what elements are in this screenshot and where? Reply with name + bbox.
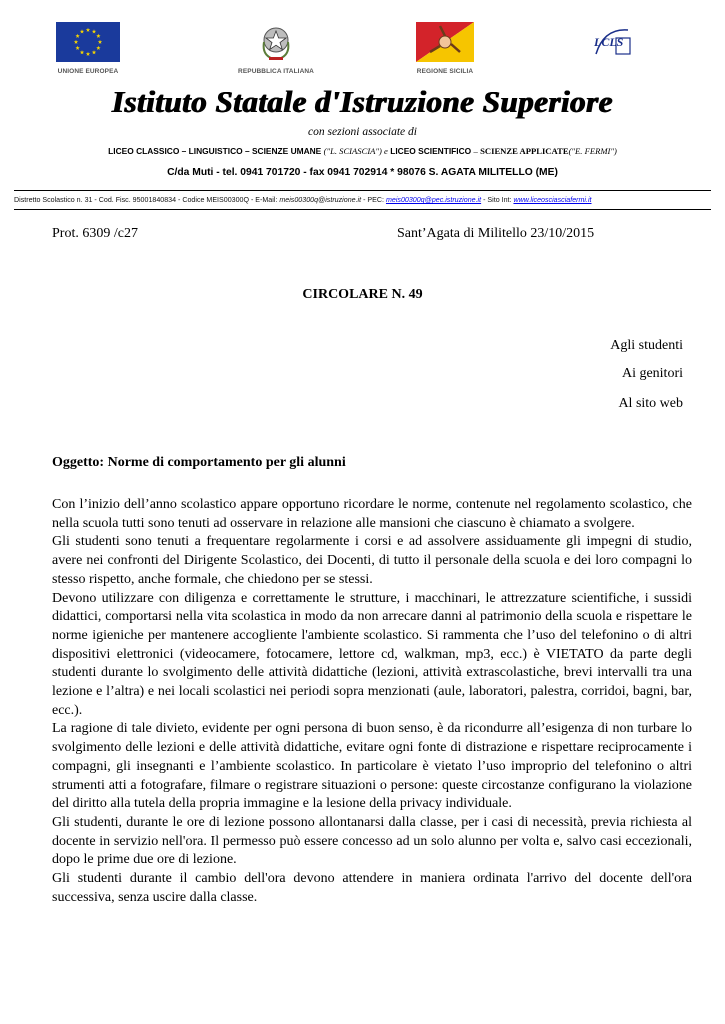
contact-prefix: Distretto Scolastico n. 31 - Cod. Fisc. 95001840834 - Codice MEIS00300Q - E-Mail: [14,196,278,204]
header-divider-bottom [14,209,711,210]
school-logo-icon [590,24,634,60]
sicily-caption: REGIONE SICILIA [416,68,474,75]
italy-emblem [232,22,320,75]
place-date: Sant’Agata di Militello 23/10/2015 [397,226,595,241]
contact-site-link[interactable]: www.liceosciasciafermi.it [513,196,592,204]
body-paragraph: Con l’inizio dell’anno scolastico appare opportuno ricordare le norme, contenute nel regolamento scolastico, che nella scuola tutti sono tenuti ad osservare in relazione alle mansioni che ciascuno è chiamato a svolgere. [52,497,692,531]
eu-flag-icon [56,22,120,62]
letter-body [52,496,692,907]
contact-email: meis00300q@istruzione.it [279,196,362,204]
sections-part2: LICEO SCIENTIFICO [390,146,472,156]
header-divider-top [14,190,711,191]
contact-pec-label: - PEC: [361,196,384,204]
institute-name: Istituto Statale d'Istruzione Superiore [112,84,613,119]
sections-part3: SCIENZE APPLICATE [480,146,569,156]
italian-republic-emblem-icon [261,22,291,62]
italy-caption: REPUBBLICA ITALIANA [238,68,314,75]
recipient-students: Agli studenti [610,338,683,353]
body-paragraph: Gli studenti durante il cambio dell'ora devono attendere in maniera ordinata l'arrivo del docente dell'ora successiva, senza uscire dalla classe. [52,871,692,905]
recipient-parents: Ai genitori [621,366,683,381]
body-paragraph: La ragione di tale divieto, evidente per ogni persona di buon senso, è da ricondurre all’esigenza di non turbare lo svolgimento delle lezioni e delle attività didattiche, evitare ogni fonte di distrazione e rispettare reciprocamente i compagni, gli insegnanti e l’ambiente scolastico. In particolare è vietato l’uso improprio del telefonino o altri strumenti atti a fotografare, filmare o registrare situazioni o persone: queste circostanze configurano la violazione del diritto alla tutela della propria immagine e la lesione della privacy individuale. [52,721,692,812]
circular-title: CIRCOLARE N. 49 [302,287,423,302]
school-logo-text: LCLS [594,35,624,49]
contact-pec-link[interactable]: meis00300q@pec.istruzione.it [385,196,482,204]
body-paragraph: Gli studenti, durante le ore di lezione possono allontanarsi dalla classe, per i casi di necessità, previa richiesta al docente in servizio nell'ora. Il permesso può essere concesso ad un solo alunno per volta e, salvo casi eccezionali, dopo le prime due ore di lezione. [52,814,692,868]
body-paragraph: Devono utilizzare con diligenza e correttamente le strutture, i macchinari, le attrezzature scientifiche, i sussidi didattici, comportarsi nella vita scolastica in modo da non arrecare danni al patrimonio della scuola e rispettare le norme igieniche per mantenere accogliente l'ambiente scolastico. Si rammenta che l’uso del telefonino o di altri dispositivi elettronici (videocamere, fotocamere, lettore cd, walkman, mp3, ecc.) è VIETATO da parte degli studenti durante lo svolgimento delle attività didattiche (lezioni, attività extrascolastiche, brevi intervalli tra una lezione e l’altra) e nei locali scolastici nei periodi sopra menzionati (aule, laboratori, palestra, corridoi, bagni, bar, ecc.). [52,590,692,718]
recipient-website: Al sito web [618,396,683,411]
eu-caption: UNIONE EUROPEA [57,68,119,75]
school-sections [0,146,725,156]
sicily-flag-icon [416,22,474,62]
sections-part1-note: ("L. SCIASCIA") e [323,146,388,156]
school-address: C/da Muti - tel. 0941 701720 - fax 0941 702914 * 98076 S. AGATA MILITELLO (ME) [167,167,558,178]
sections-part3-note: ("E. FERMI") [568,146,617,156]
contact-site-label: - Sito Int: [481,196,512,204]
institute-subtitle: con sezioni associate di [308,126,417,138]
school-logo [588,24,636,65]
eu-logo [45,22,131,75]
sections-part1: LICEO CLASSICO – LINGUISTICO – SCIENZE UMANE [108,146,322,156]
contact-line [14,196,714,204]
sicily-flag [408,22,482,75]
letter-subject: Oggetto: Norme di comportamento per gli alunni [52,455,346,470]
body-paragraph: Gli studenti sono tenuti a frequentare regolarmente i corsi e ad assolvere assiduamente gli impegni di studio, avere nei confronti del Dirigente Scolastico, dei Docenti, di tutto il personale della scuola e dei loro compagni lo stesso rispetto, anche formale, che chiedono per se stessi. [52,534,692,587]
protocol-number: Prot. 6309 /c27 [52,226,138,241]
sections-separator: – [473,146,478,156]
